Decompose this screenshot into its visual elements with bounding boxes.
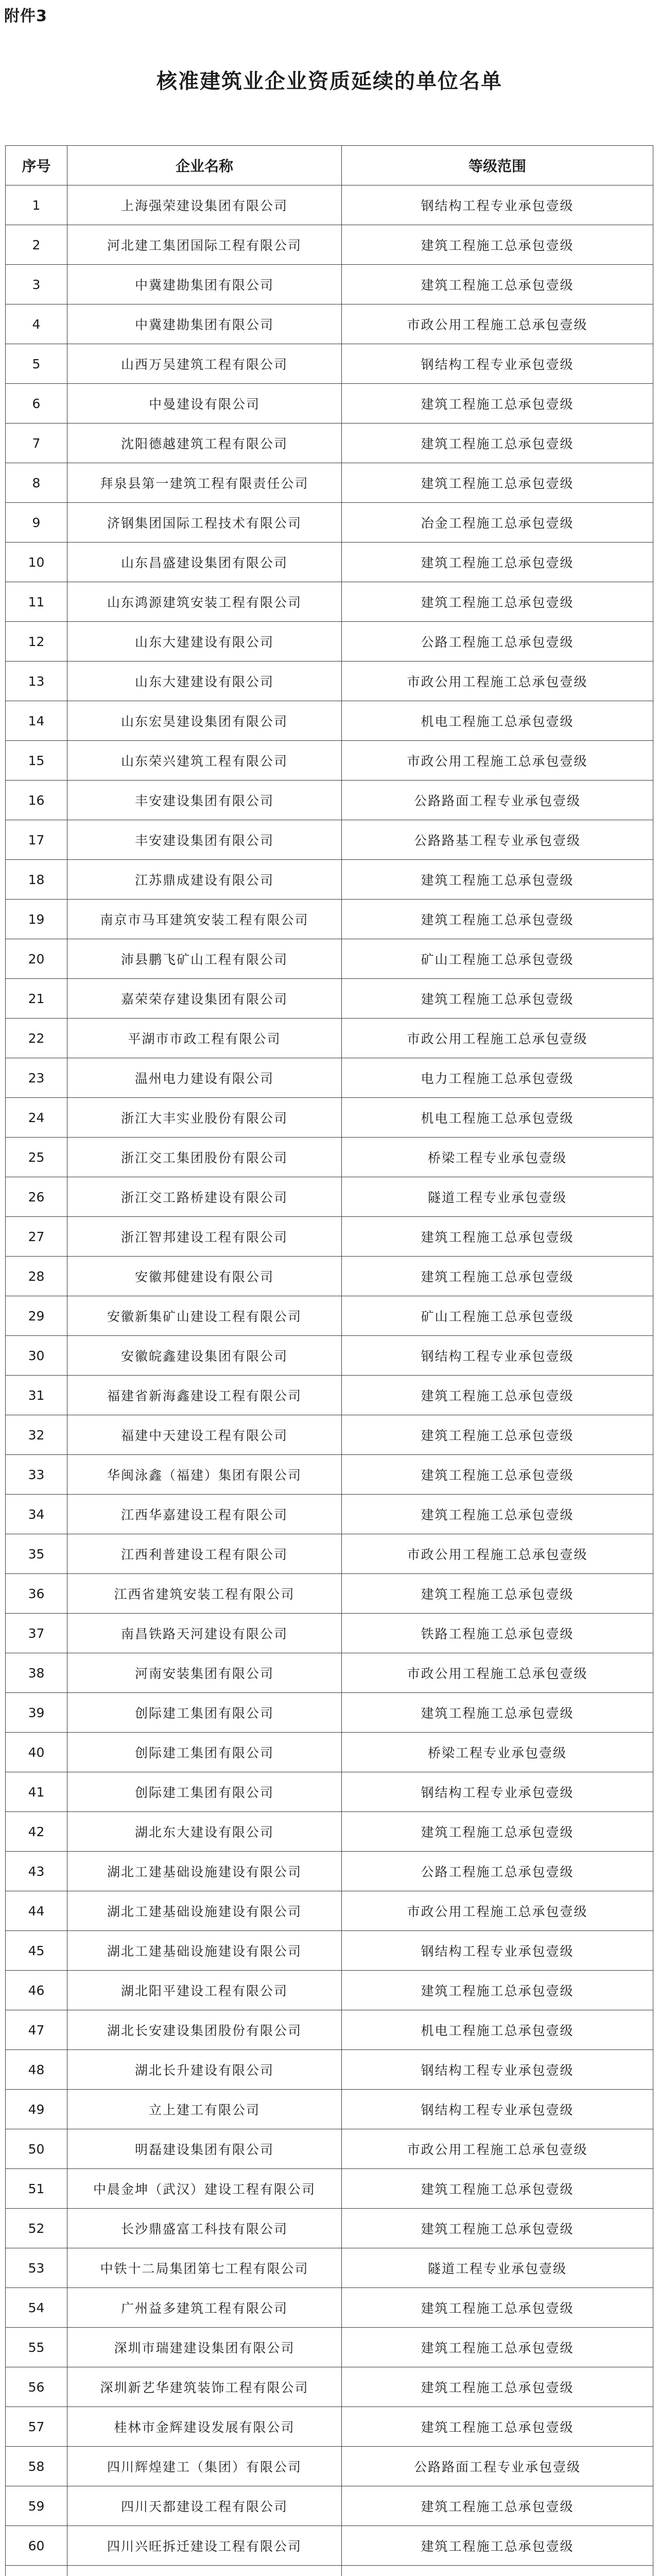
company-name-cell: 深圳新艺华建筑装饰工程有限公司 (67, 2367, 342, 2407)
table-row (6, 384, 653, 423)
company-name-cell: 温州电力建设有限公司 (67, 1058, 342, 1098)
table-row (6, 1653, 653, 1693)
company-name-cell: 立上建工有限公司 (67, 2090, 342, 2129)
company-name-cell: 嘉荣荣存建设集团有限公司 (67, 979, 342, 1019)
table-row (6, 185, 653, 225)
table-row (6, 820, 653, 860)
company-name-cell: 江西华嘉建设工程有限公司 (67, 1495, 342, 1534)
qualification-scope-cell: 建筑工程施工总承包壹级 (342, 384, 653, 423)
row-number-cell: 39 (6, 1693, 67, 1733)
qualification-scope-cell (342, 2566, 653, 2576)
table-row (6, 543, 653, 582)
row-number-cell: 29 (6, 1296, 67, 1336)
company-name-cell: 江西利普建设工程有限公司 (67, 1534, 342, 1574)
table-row (6, 2090, 653, 2129)
row-number-cell: 47 (6, 2010, 67, 2050)
row-number-cell: 5 (6, 344, 67, 384)
company-name-cell: 山东大建建设有限公司 (67, 662, 342, 701)
table-row (6, 304, 653, 344)
qualification-scope-cell: 电力工程施工总承包壹级 (342, 1058, 653, 1098)
table-row (6, 225, 653, 265)
qualification-scope-cell: 公路路基工程专业承包壹级 (342, 820, 653, 860)
table-row (6, 1138, 653, 1177)
qualification-scope-cell: 市政公用工程施工总承包壹级 (342, 1891, 653, 1931)
table-row (6, 860, 653, 900)
company-name-cell: 山东宏昊建设集团有限公司 (67, 701, 342, 741)
qualification-scope-cell: 市政公用工程施工总承包壹级 (342, 2129, 653, 2169)
row-number-cell: 9 (6, 503, 67, 543)
table-row (6, 900, 653, 939)
company-name-cell: 河南安装集团有限公司 (67, 1653, 342, 1693)
company-name-cell: 安徽新集矿山建设工程有限公司 (67, 1296, 342, 1336)
row-number-cell: 60 (6, 2526, 67, 2566)
table-row (6, 1058, 653, 1098)
company-name-cell: 桂林市金辉建设发展有限公司 (67, 2407, 342, 2447)
table-row (6, 1812, 653, 1852)
qualification-scope-cell: 建筑工程施工总承包壹级 (342, 860, 653, 900)
qualification-scope-cell: 冶金工程施工总承包壹级 (342, 503, 653, 543)
table-row (6, 622, 653, 662)
table-row (6, 2566, 653, 2576)
table-row (6, 979, 653, 1019)
qualification-scope-cell: 建筑工程施工总承包壹级 (342, 2328, 653, 2367)
row-number-cell (6, 2566, 67, 2576)
row-number-cell: 53 (6, 2248, 67, 2288)
table-row (6, 1772, 653, 1812)
company-name-cell: 浙江智邦建设工程有限公司 (67, 1217, 342, 1257)
column-header-company: 企业名称 (67, 146, 342, 185)
company-name-cell: 山西万吴建筑工程有限公司 (67, 344, 342, 384)
qualification-scope-cell: 建筑工程施工总承包壹级 (342, 2486, 653, 2526)
row-number-cell: 13 (6, 662, 67, 701)
company-name-cell: 浙江交工集团股份有限公司 (67, 1138, 342, 1177)
row-number-cell: 23 (6, 1058, 67, 1098)
table-row (6, 1971, 653, 2010)
row-number-cell: 22 (6, 1019, 67, 1058)
document-title: 核准建筑业企业资质延续的单位名单 (157, 70, 502, 93)
qualification-scope-cell: 隧道工程专业承包壹级 (342, 2248, 653, 2288)
row-number-cell: 16 (6, 781, 67, 820)
table-row (6, 1534, 653, 1574)
column-header-number: 序号 (6, 146, 67, 185)
company-name-cell: 浙江大丰实业股份有限公司 (67, 1098, 342, 1138)
table-row (6, 1693, 653, 1733)
row-number-cell: 56 (6, 2367, 67, 2407)
row-number-cell: 31 (6, 1376, 67, 1415)
row-number-cell: 48 (6, 2050, 67, 2090)
table-row (6, 701, 653, 741)
row-number-cell: 15 (6, 741, 67, 781)
qualification-scope-cell: 钢结构工程专业承包壹级 (342, 185, 653, 225)
qualification-scope-cell: 建筑工程施工总承包壹级 (342, 1217, 653, 1257)
company-name-cell: 山东大建建设有限公司 (67, 622, 342, 662)
qualification-scope-cell: 建筑工程施工总承包壹级 (342, 1693, 653, 1733)
row-number-cell: 55 (6, 2328, 67, 2367)
company-name-cell: 拜泉县第一建筑工程有限责任公司 (67, 463, 342, 503)
company-name-cell: 华闽泳鑫（福建）集团有限公司 (67, 1455, 342, 1495)
table-row (6, 2486, 653, 2526)
qualification-scope-cell: 机电工程施工总承包壹级 (342, 1098, 653, 1138)
qualification-scope-cell: 建筑工程施工总承包壹级 (342, 1971, 653, 2010)
row-number-cell: 21 (6, 979, 67, 1019)
row-number-cell: 18 (6, 860, 67, 900)
qualification-table (5, 145, 653, 2576)
qualification-scope-cell: 建筑工程施工总承包壹级 (342, 265, 653, 304)
qualification-scope-cell: 建筑工程施工总承包壹级 (342, 582, 653, 622)
row-number-cell: 42 (6, 1812, 67, 1852)
qualification-scope-cell: 钢结构工程专业承包壹级 (342, 1336, 653, 1376)
company-name-cell: 沛县鹏飞矿山工程有限公司 (67, 939, 342, 979)
row-number-cell: 2 (6, 225, 67, 265)
table-row (6, 662, 653, 701)
qualification-scope-cell: 隧道工程专业承包壹级 (342, 1177, 653, 1217)
qualification-scope-cell: 钢结构工程专业承包壹级 (342, 1772, 653, 1812)
table-row (6, 2129, 653, 2169)
company-name-cell: 深圳市瑞建建设集团有限公司 (67, 2328, 342, 2367)
table-row (6, 781, 653, 820)
row-number-cell: 59 (6, 2486, 67, 2526)
row-number-cell: 32 (6, 1415, 67, 1455)
qualification-scope-cell: 市政公用工程施工总承包壹级 (342, 304, 653, 344)
table-row (6, 1296, 653, 1336)
qualification-scope-cell: 桥梁工程专业承包壹级 (342, 1138, 653, 1177)
qualification-scope-cell: 建筑工程施工总承包壹级 (342, 1455, 653, 1495)
table-row (6, 1733, 653, 1772)
company-name-cell: 南昌铁路天河建设有限公司 (67, 1614, 342, 1653)
qualification-scope-cell: 机电工程施工总承包壹级 (342, 2010, 653, 2050)
row-number-cell: 14 (6, 701, 67, 741)
qualification-scope-cell: 钢结构工程专业承包壹级 (342, 1931, 653, 1971)
company-name-cell: 丰安建设集团有限公司 (67, 781, 342, 820)
table-row (6, 1891, 653, 1931)
company-name-cell: 明磊建设集团有限公司 (67, 2129, 342, 2169)
qualification-scope-cell: 铁路工程施工总承包壹级 (342, 1614, 653, 1653)
qualification-scope-cell: 建筑工程施工总承包壹级 (342, 1574, 653, 1614)
qualification-scope-cell: 市政公用工程施工总承包壹级 (342, 741, 653, 781)
qualification-scope-cell: 钢结构工程专业承包壹级 (342, 2090, 653, 2129)
qualification-scope-cell: 建筑工程施工总承包壹级 (342, 2526, 653, 2566)
table-row (6, 582, 653, 622)
company-name-cell: 福建中天建设工程有限公司 (67, 1415, 342, 1455)
table-row (6, 1495, 653, 1534)
table-row (6, 463, 653, 503)
row-number-cell: 27 (6, 1217, 67, 1257)
qualification-scope-cell: 市政公用工程施工总承包壹级 (342, 1653, 653, 1693)
table-row (6, 2248, 653, 2288)
table-row (6, 1336, 653, 1376)
row-number-cell: 28 (6, 1257, 67, 1296)
row-number-cell: 34 (6, 1495, 67, 1534)
row-number-cell: 57 (6, 2407, 67, 2447)
company-name-cell: 湖北工建基础设施建设有限公司 (67, 1852, 342, 1891)
qualification-scope-cell: 建筑工程施工总承包壹级 (342, 1376, 653, 1415)
table-row (6, 939, 653, 979)
row-number-cell: 51 (6, 2169, 67, 2209)
company-name-cell: 江西省建筑安装工程有限公司 (67, 1574, 342, 1614)
table-row (6, 1098, 653, 1138)
row-number-cell: 12 (6, 622, 67, 662)
company-name-cell: 湖北长安建设集团股份有限公司 (67, 2010, 342, 2050)
qualification-scope-cell: 矿山工程施工总承包壹级 (342, 939, 653, 979)
company-name-cell: 广州益多建筑工程有限公司 (67, 2288, 342, 2328)
table-row (6, 1614, 653, 1653)
table-row (6, 265, 653, 304)
row-number-cell: 49 (6, 2090, 67, 2129)
table-row (6, 2328, 653, 2367)
qualification-scope-cell: 公路路面工程专业承包壹级 (342, 781, 653, 820)
table-row (6, 2169, 653, 2209)
company-name-cell: 平湖市市政工程有限公司 (67, 1019, 342, 1058)
company-name-cell (67, 2566, 342, 2576)
company-name-cell: 河北建工集团国际工程有限公司 (67, 225, 342, 265)
table-row (6, 2367, 653, 2407)
row-number-cell: 17 (6, 820, 67, 860)
table-row (6, 1257, 653, 1296)
company-name-cell: 四川兴旺拆迁建设工程有限公司 (67, 2526, 342, 2566)
table-row (6, 2447, 653, 2486)
table-row (6, 2407, 653, 2447)
qualification-scope-cell: 建筑工程施工总承包壹级 (342, 1812, 653, 1852)
row-number-cell: 30 (6, 1336, 67, 1376)
row-number-cell: 8 (6, 463, 67, 503)
company-name-cell: 中铁十二局集团第七工程有限公司 (67, 2248, 342, 2288)
row-number-cell: 35 (6, 1534, 67, 1574)
table-row (6, 1415, 653, 1455)
qualification-scope-cell: 桥梁工程专业承包壹级 (342, 1733, 653, 1772)
table-row (6, 503, 653, 543)
company-name-cell: 济钢集团国际工程技术有限公司 (67, 503, 342, 543)
qualification-scope-cell: 矿山工程施工总承包壹级 (342, 1296, 653, 1336)
table-row (6, 2010, 653, 2050)
company-name-cell: 福建省新海鑫建设工程有限公司 (67, 1376, 342, 1415)
company-name-cell: 安徽邦健建设有限公司 (67, 1257, 342, 1296)
row-number-cell: 46 (6, 1971, 67, 2010)
row-number-cell: 45 (6, 1931, 67, 1971)
table-row (6, 2050, 653, 2090)
company-name-cell: 安徽皖鑫建设集团有限公司 (67, 1336, 342, 1376)
company-name-cell: 沈阳德越建筑工程有限公司 (67, 423, 342, 463)
table-row (6, 423, 653, 463)
table-header-row (6, 146, 653, 185)
qualification-scope-cell: 市政公用工程施工总承包壹级 (342, 662, 653, 701)
qualification-scope-cell: 建筑工程施工总承包壹级 (342, 2288, 653, 2328)
qualification-scope-cell: 建筑工程施工总承包壹级 (342, 2367, 653, 2407)
qualification-scope-cell: 建筑工程施工总承包壹级 (342, 1415, 653, 1455)
company-name-cell: 长沙鼎盛富工科技有限公司 (67, 2209, 342, 2248)
row-number-cell: 52 (6, 2209, 67, 2248)
table-row (6, 1177, 653, 1217)
row-number-cell: 44 (6, 1891, 67, 1931)
qualification-scope-cell: 建筑工程施工总承包壹级 (342, 463, 653, 503)
qualification-scope-cell: 公路路面工程专业承包壹级 (342, 2447, 653, 2486)
column-header-scope: 等级范围 (342, 146, 653, 185)
company-name-cell: 湖北工建基础设施建设有限公司 (67, 1931, 342, 1971)
company-name-cell: 创际建工集团有限公司 (67, 1772, 342, 1812)
company-name-cell: 中晨金坤（武汉）建设工程有限公司 (67, 2169, 342, 2209)
table-row (6, 2209, 653, 2248)
company-name-cell: 湖北工建基础设施建设有限公司 (67, 1891, 342, 1931)
qualification-scope-cell: 公路工程施工总承包壹级 (342, 1852, 653, 1891)
qualification-scope-cell: 建筑工程施工总承包壹级 (342, 1495, 653, 1534)
table-row (6, 1931, 653, 1971)
row-number-cell: 58 (6, 2447, 67, 2486)
table-row (6, 344, 653, 384)
company-name-cell: 南京市马耳建筑安装工程有限公司 (67, 900, 342, 939)
company-name-cell: 湖北东大建设有限公司 (67, 1812, 342, 1852)
row-number-cell: 41 (6, 1772, 67, 1812)
row-number-cell: 7 (6, 423, 67, 463)
table-row (6, 1455, 653, 1495)
company-name-cell: 山东昌盛建设集团有限公司 (67, 543, 342, 582)
row-number-cell: 1 (6, 185, 67, 225)
row-number-cell: 54 (6, 2288, 67, 2328)
row-number-cell: 36 (6, 1574, 67, 1614)
qualification-scope-cell: 建筑工程施工总承包壹级 (342, 2169, 653, 2209)
row-number-cell: 25 (6, 1138, 67, 1177)
company-name-cell: 创际建工集团有限公司 (67, 1693, 342, 1733)
row-number-cell: 50 (6, 2129, 67, 2169)
company-name-cell: 四川辉煌建工（集团）有限公司 (67, 2447, 342, 2486)
row-number-cell: 33 (6, 1455, 67, 1495)
qualification-scope-cell: 建筑工程施工总承包壹级 (342, 979, 653, 1019)
company-name-cell: 四川天都建设工程有限公司 (67, 2486, 342, 2526)
row-number-cell: 3 (6, 265, 67, 304)
company-name-cell: 创际建工集团有限公司 (67, 1733, 342, 1772)
attachment-label: 附件3 (4, 7, 47, 25)
row-number-cell: 24 (6, 1098, 67, 1138)
table-row (6, 2288, 653, 2328)
row-number-cell: 26 (6, 1177, 67, 1217)
company-name-cell: 山东鸿源建筑安装工程有限公司 (67, 582, 342, 622)
company-name-cell: 浙江交工路桥建设有限公司 (67, 1177, 342, 1217)
company-name-cell: 中曼建设有限公司 (67, 384, 342, 423)
row-number-cell: 6 (6, 384, 67, 423)
table-row (6, 1852, 653, 1891)
qualification-scope-cell: 建筑工程施工总承包壹级 (342, 1257, 653, 1296)
company-name-cell: 山东荣兴建筑工程有限公司 (67, 741, 342, 781)
company-name-cell: 湖北长升建设有限公司 (67, 2050, 342, 2090)
table-row (6, 1574, 653, 1614)
table-row (6, 2526, 653, 2566)
row-number-cell: 20 (6, 939, 67, 979)
qualification-scope-cell: 公路工程施工总承包壹级 (342, 622, 653, 662)
company-name-cell: 湖北阳平建设工程有限公司 (67, 1971, 342, 2010)
qualification-scope-cell: 机电工程施工总承包壹级 (342, 701, 653, 741)
row-number-cell: 37 (6, 1614, 67, 1653)
company-name-cell: 江苏鼎成建设有限公司 (67, 860, 342, 900)
table-row (6, 1376, 653, 1415)
company-name-cell: 中冀建勘集团有限公司 (67, 265, 342, 304)
qualification-scope-cell: 建筑工程施工总承包壹级 (342, 2407, 653, 2447)
qualification-scope-cell: 建筑工程施工总承包壹级 (342, 543, 653, 582)
table-row (6, 1019, 653, 1058)
qualification-scope-cell: 建筑工程施工总承包壹级 (342, 2209, 653, 2248)
company-name-cell: 中冀建勘集团有限公司 (67, 304, 342, 344)
table-body (6, 185, 653, 2576)
qualification-scope-cell: 市政公用工程施工总承包壹级 (342, 1534, 653, 1574)
row-number-cell: 10 (6, 543, 67, 582)
table-row (6, 741, 653, 781)
qualification-scope-cell: 市政公用工程施工总承包壹级 (342, 1019, 653, 1058)
qualification-scope-cell: 建筑工程施工总承包壹级 (342, 900, 653, 939)
row-number-cell: 19 (6, 900, 67, 939)
company-name-cell: 上海强荣建设集团有限公司 (67, 185, 342, 225)
row-number-cell: 40 (6, 1733, 67, 1772)
qualification-scope-cell: 建筑工程施工总承包壹级 (342, 225, 653, 265)
row-number-cell: 11 (6, 582, 67, 622)
row-number-cell: 43 (6, 1852, 67, 1891)
table-row (6, 1217, 653, 1257)
qualification-scope-cell: 钢结构工程专业承包壹级 (342, 344, 653, 384)
company-name-cell: 丰安建设集团有限公司 (67, 820, 342, 860)
row-number-cell: 38 (6, 1653, 67, 1693)
qualification-scope-cell: 钢结构工程专业承包壹级 (342, 2050, 653, 2090)
row-number-cell: 4 (6, 304, 67, 344)
qualification-scope-cell: 建筑工程施工总承包壹级 (342, 423, 653, 463)
